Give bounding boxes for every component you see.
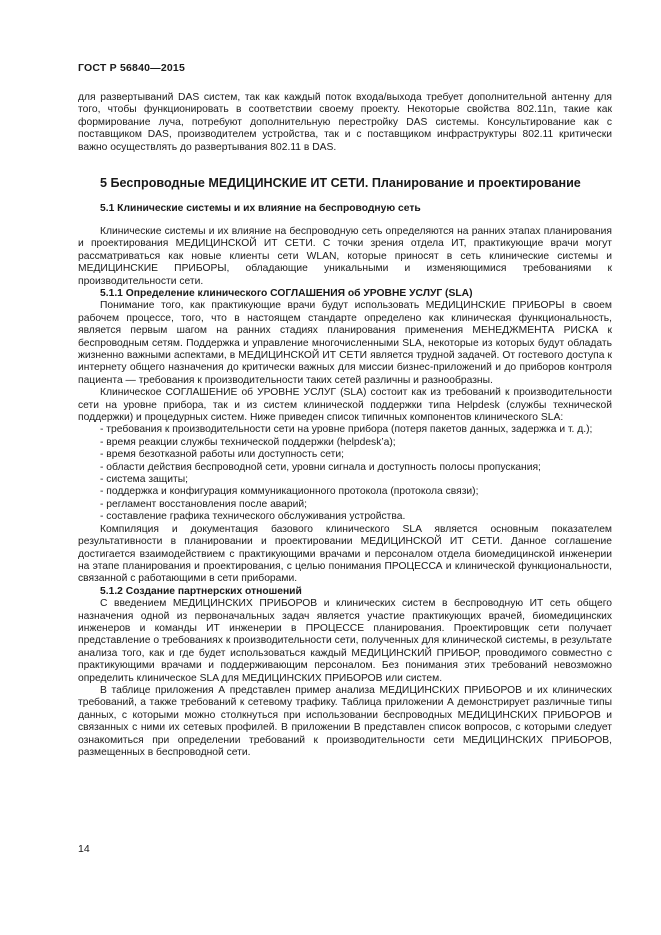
- list-item: - поддержка и конфигурация коммуникационного протокола (протокола связи);: [100, 486, 479, 498]
- document-body: [78, 92, 612, 759]
- list-item: - составление графика технического обслуживания устройства.: [100, 511, 406, 523]
- section-5-1-1-heading: 5.1.1 Определение клинического СОГЛАШЕНИЯ об УРОВНЕ УСЛУГ (SLA): [100, 287, 473, 299]
- section-5-heading: 5 Беспроводные МЕДИЦИНСКИЕ ИТ СЕТИ. Планирование и проектирование: [100, 176, 581, 191]
- intro-paragraph: для развертываний DAS систем, так как каждый поток входа/выхода требует дополнительной антенну для того, чтобы функционировать в соответствии своему проекту. Некоторые свойства 802.11n, такие как формирование луча, потребуют дополнительную перестройку DAS системы. Консультирование как с поставщиком DAS, производителем устройства, так и с поставщиком инфраструктуры 802.11 критически важно осуществлять до развертывания 802.11 в DAS.: [78, 92, 612, 153]
- list-item: - требования к производительности сети на уровне прибора (потеря пакетов данных, задержка и т. д.);: [100, 424, 593, 436]
- section-5-1-paragraph: Клинические системы и их влияние на беспроводную сеть определяются на ранних этапах планирования и проектирования МЕДИЦИНСКОЙ ИТ СЕТИ. С точки зрения отдела ИТ, практикующие врачи могут рассматриваться как новые клиенты сети WLAN, которые приносят в сеть клинические системы и МЕДИЦИНСКИЕ ПРИБОРЫ, обладающие уникальными и изменяющимися требованиями к производительности сети.: [78, 225, 612, 287]
- list-item: - области действия беспроводной сети, уровни сигнала и доступность полосы пропускания;: [100, 461, 541, 473]
- sla-components-list: [78, 424, 612, 523]
- list-item: - время безотказной работы или доступность сети;: [100, 449, 344, 461]
- list-item: - время реакции службы технической поддержки (helpdesk’a);: [100, 436, 396, 448]
- section-5-1-1-paragraph-2: Клиническое СОГЛАШЕНИЕ об УРОВНЕ УСЛУГ (SLA) состоит как из требований к производительности сети на уровне прибора, так и из систем клинической поддержки типа Helpdesk (службы технической поддержки) и процедурных систем. Ниже приведен список типичных компонентов клинического SLA:: [78, 387, 612, 424]
- section-5-1-heading: 5.1 Клинические системы и их влияние на беспроводную сеть: [100, 202, 421, 214]
- page-number: 14: [78, 843, 90, 855]
- section-5-1-1-paragraph-3: Компиляция и документация базового клинического SLA является основным показателем результативности в планировании и проектировании МЕДИЦИНСКОЙ ИТ СЕТИ. Данное соглашение достигается взаимодействием с практикующими врачами и персоналом отдела биомедицинской инженерии на этапе планирования и проектирования, с целью понимания ПРОЦЕССА и клинической функциональности, связанной с работающими в сети приборами.: [78, 523, 612, 585]
- list-item: - регламент восстановления после аварий;: [100, 498, 307, 510]
- section-5-1-2-paragraph-2: В таблице приложения А представлен пример анализа МЕДИЦИНСКИХ ПРИБОРОВ и их клинических требований, а также требований к сетевому трафику. Таблица приложении А демонстрирует различные типы данных, с которыми можно столкнуться при использовании беспроводных МЕДИЦИНСКИХ ПРИБОРОВ и связанных с ними их сетевых профилей. В приложении В представлен список вопросов, с которыми следует ознакомиться при определении требований к производительности сети МЕДИЦИНСКИХ ПРИБОРОВ, размещенных в беспроводной сети.: [78, 684, 612, 758]
- section-5-1-2-heading: 5.1.2 Создание партнерских отношений: [100, 585, 302, 597]
- section-5-1-2-paragraph-1: С введением МЕДИЦИНСКИХ ПРИБОРОВ и клинических систем в беспроводную ИТ сеть общего назначения одной из первоначальных задач является участие практикующих врачей, биомедицинских инженеров и команды ИТ инженерии в ПРОЦЕССЕ планирования. Проектировщик сети получает представление о требованиях к производительности сети, полученных для клинической системы, в результате анализа того, как и где будет использоваться каждый МЕДИЦИНСКИЙ ПРИБОР, проводимого совместно с практикующими врачами и поддерживающим персоналом. Без понимания этих требований невозможно определить клиническое SLA для МЕДИЦИНСКИХ ПРИБОРОВ или систем.: [78, 598, 612, 684]
- document-header: ГОСТ Р 56840—2015: [78, 62, 186, 74]
- list-item: - система защиты;: [100, 474, 188, 486]
- section-5-1-1-paragraph-1: Понимание того, как практикующие врачи будут использовать МЕДИЦИНСКИЕ ПРИБОРЫ в своем рабочем процессе, того, что в настоящем стандарте определено как клиническая функциональность, является первым шагом на ранних стадиях планирования применения МЕНЕДЖМЕНТА РИСКА к беспроводным сетям. Поддержка и управление многочисленными SLA, некоторые из которых будут обладать жизненно важными аспектами, в МЕДИЦИНСКОЙ ИТ СЕТИ является трудной задачей. От гостевого доступа к интернету общего назначения до критически важных для миссии бизнес-приложений и до приборов контроля пациента — требования к производительности таких сетей различны и разнообразны.: [78, 300, 612, 386]
